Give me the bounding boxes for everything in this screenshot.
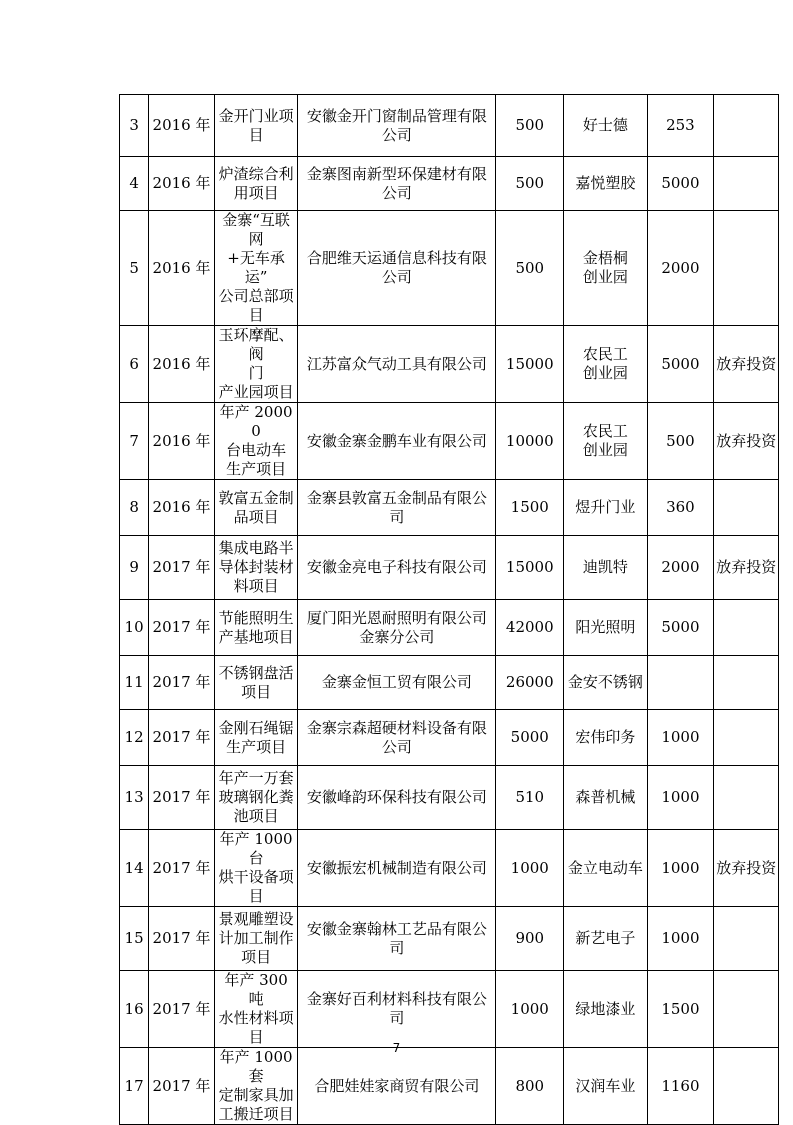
cell-project-line: 料项目 bbox=[233, 577, 279, 595]
cell-area: 5000 bbox=[647, 326, 714, 403]
table-row bbox=[120, 907, 779, 971]
cell-amount: 15000 bbox=[496, 536, 564, 600]
cell-company bbox=[298, 95, 496, 157]
cell-note bbox=[714, 600, 779, 656]
cell-location-line: 创业园 bbox=[582, 268, 628, 286]
cell-area: 5000 bbox=[647, 600, 714, 656]
cell-no: 10 bbox=[120, 600, 149, 656]
table-row bbox=[120, 1048, 779, 1125]
cell-location bbox=[564, 656, 647, 710]
cell-project-line: 目 bbox=[248, 306, 264, 324]
table-row bbox=[120, 600, 779, 656]
cell-company-line: 安徽金亮电子科技有限公司 bbox=[306, 558, 487, 576]
cell-no: 6 bbox=[120, 326, 149, 403]
table-row bbox=[120, 211, 779, 326]
cell-note: 放弃投资 bbox=[714, 403, 779, 480]
cell-project-line: 产业园项目 bbox=[218, 383, 294, 401]
cell-project-line: 年产 1000 套 bbox=[219, 1048, 293, 1085]
cell-company-line: 金寨分公司 bbox=[359, 627, 435, 646]
cell-company bbox=[298, 403, 496, 480]
cell-company-line: 公司 bbox=[381, 268, 412, 286]
cell-project bbox=[214, 403, 297, 480]
cell-location-line: 新艺电子 bbox=[575, 929, 636, 947]
cell-area: 1500 bbox=[647, 971, 714, 1048]
table-row bbox=[120, 403, 779, 480]
cell-project bbox=[214, 95, 297, 157]
page-number: 7 bbox=[392, 1041, 401, 1055]
cell-no: 9 bbox=[120, 536, 149, 600]
cell-project-line: 导体封装材 bbox=[218, 558, 294, 576]
cell-year: 2016 年 bbox=[149, 95, 215, 157]
cell-project-line: 目 bbox=[248, 125, 264, 144]
cell-company-line: 金寨宗森超硬材料设备有限 bbox=[306, 718, 487, 737]
cell-area: 360 bbox=[647, 480, 714, 536]
cell-location-line: 农民工 bbox=[582, 422, 628, 440]
cell-company-line: 合肥维天运通信息科技有限 bbox=[306, 249, 487, 267]
cell-no: 13 bbox=[120, 766, 149, 830]
cell-location-line: 好士德 bbox=[582, 116, 628, 134]
cell-company-line: 司 bbox=[389, 938, 405, 957]
cell-project bbox=[214, 766, 297, 830]
cell-amount: 26000 bbox=[496, 656, 564, 710]
cell-project-line: 玻璃钢化粪 bbox=[218, 788, 294, 806]
cell-project-line: 目 bbox=[248, 1028, 264, 1046]
cell-location bbox=[564, 830, 647, 907]
table-row bbox=[120, 971, 779, 1048]
cell-year: 2017 年 bbox=[149, 1048, 215, 1125]
cell-company bbox=[298, 830, 496, 907]
cell-year: 2016 年 bbox=[149, 326, 215, 403]
cell-project-line: 金刚石绳锯 bbox=[218, 718, 294, 737]
cell-project bbox=[214, 907, 297, 971]
cell-project-line: 计加工制作 bbox=[218, 929, 294, 947]
cell-company-line: 金寨县敦富五金制品有限公 bbox=[306, 488, 487, 507]
cell-location bbox=[564, 536, 647, 600]
cell-company-line: 公司 bbox=[381, 183, 412, 202]
cell-project-line: 年产 1000 台 bbox=[219, 830, 293, 867]
cell-company-line: 合肥娃娃家商贸有限公司 bbox=[314, 1076, 480, 1095]
cell-no: 14 bbox=[120, 830, 149, 907]
cell-location bbox=[564, 403, 647, 480]
cell-company bbox=[298, 907, 496, 971]
cell-year: 2017 年 bbox=[149, 766, 215, 830]
cell-area: 2000 bbox=[647, 211, 714, 326]
cell-note bbox=[714, 211, 779, 326]
cell-company bbox=[298, 157, 496, 211]
cell-amount: 1000 bbox=[496, 971, 564, 1048]
cell-area: 500 bbox=[647, 403, 714, 480]
cell-company bbox=[298, 536, 496, 600]
cell-project-line: 集成电路半 bbox=[218, 539, 294, 557]
cell-project-line: 烘干设备项 bbox=[218, 868, 294, 886]
project-table bbox=[119, 94, 779, 1125]
cell-company-line: 公司 bbox=[381, 125, 412, 144]
cell-location bbox=[564, 1048, 647, 1125]
cell-amount: 510 bbox=[496, 766, 564, 830]
cell-location-line: 煜升门业 bbox=[575, 498, 636, 516]
cell-company-line: 安徽金开门窗制品管理有限 bbox=[306, 106, 487, 125]
cell-project-line: 池项目 bbox=[233, 807, 279, 825]
cell-company-line: 金寨金恒工贸有限公司 bbox=[321, 673, 472, 691]
cell-no: 4 bbox=[120, 157, 149, 211]
cell-project-line: 用项目 bbox=[233, 183, 279, 202]
cell-company-line: 金寨图南新型环保建材有限 bbox=[306, 164, 487, 183]
cell-company bbox=[298, 326, 496, 403]
cell-location-line: 阳光照明 bbox=[575, 618, 636, 636]
cell-project-line: 金寨“互联网 bbox=[222, 211, 290, 248]
cell-project bbox=[214, 710, 297, 766]
cell-no: 3 bbox=[120, 95, 149, 157]
cell-company-line: 公司 bbox=[381, 737, 412, 756]
cell-no: 12 bbox=[120, 710, 149, 766]
cell-year: 2017 年 bbox=[149, 907, 215, 971]
cell-project-line: 金开门业项 bbox=[218, 106, 294, 125]
cell-note bbox=[714, 95, 779, 157]
cell-project bbox=[214, 656, 297, 710]
table-row bbox=[120, 536, 779, 600]
cell-area: 1160 bbox=[647, 1048, 714, 1125]
cell-project-line: 定制家具加 bbox=[218, 1086, 294, 1104]
cell-note: 放弃投资 bbox=[714, 830, 779, 907]
cell-location-line: 嘉悦塑胶 bbox=[575, 174, 636, 192]
cell-project bbox=[214, 1048, 297, 1125]
table-row bbox=[120, 830, 779, 907]
cell-project-line: 水性材料项 bbox=[218, 1009, 294, 1027]
cell-project-line: 台电动车 bbox=[226, 441, 287, 459]
cell-location bbox=[564, 480, 647, 536]
cell-company bbox=[298, 1048, 496, 1125]
table-row bbox=[120, 95, 779, 157]
cell-company bbox=[298, 656, 496, 710]
cell-area: 2000 bbox=[647, 536, 714, 600]
cell-no: 11 bbox=[120, 656, 149, 710]
cell-location bbox=[564, 907, 647, 971]
cell-location bbox=[564, 971, 647, 1048]
cell-location-line: 金梧桐 bbox=[582, 249, 628, 267]
cell-note bbox=[714, 971, 779, 1048]
cell-location bbox=[564, 766, 647, 830]
cell-year: 2017 年 bbox=[149, 830, 215, 907]
cell-company bbox=[298, 600, 496, 656]
cell-company-line: 江苏富众气动工具有限公司 bbox=[306, 354, 487, 373]
cell-project bbox=[214, 971, 297, 1048]
cell-project-line: 年产 20000 bbox=[219, 403, 293, 440]
cell-project-line: 敦富五金制 bbox=[218, 488, 294, 507]
cell-project-line: 品项目 bbox=[233, 507, 279, 526]
cell-company bbox=[298, 480, 496, 536]
cell-company bbox=[298, 710, 496, 766]
cell-amount: 800 bbox=[496, 1048, 564, 1125]
cell-company-line: 安徽峰韵环保科技有限公司 bbox=[306, 788, 487, 806]
cell-project bbox=[214, 480, 297, 536]
cell-project-line: 生产项目 bbox=[226, 737, 287, 756]
cell-note bbox=[714, 480, 779, 536]
table-row bbox=[120, 710, 779, 766]
cell-year: 2016 年 bbox=[149, 480, 215, 536]
cell-project-line: 项目 bbox=[241, 948, 272, 966]
cell-location bbox=[564, 95, 647, 157]
cell-area: 5000 bbox=[647, 157, 714, 211]
cell-note bbox=[714, 710, 779, 766]
cell-project-line: 年产 300 吨 bbox=[224, 971, 288, 1008]
cell-project-line: 年产一万套 bbox=[218, 769, 294, 787]
table-row bbox=[120, 326, 779, 403]
cell-project-line: +无车承运” bbox=[227, 249, 285, 286]
cell-area: 1000 bbox=[647, 766, 714, 830]
cell-year: 2016 年 bbox=[149, 403, 215, 480]
cell-location bbox=[564, 326, 647, 403]
cell-year: 2017 年 bbox=[149, 656, 215, 710]
cell-amount: 500 bbox=[496, 95, 564, 157]
cell-project-line: 不锈钢盘活 bbox=[218, 663, 294, 682]
cell-project bbox=[214, 600, 297, 656]
table-row bbox=[120, 766, 779, 830]
cell-amount: 900 bbox=[496, 907, 564, 971]
cell-note bbox=[714, 656, 779, 710]
cell-no: 5 bbox=[120, 211, 149, 326]
cell-year: 2017 年 bbox=[149, 971, 215, 1048]
cell-company bbox=[298, 211, 496, 326]
cell-year: 2016 年 bbox=[149, 211, 215, 326]
cell-note bbox=[714, 1048, 779, 1125]
cell-no: 7 bbox=[120, 403, 149, 480]
cell-note bbox=[714, 907, 779, 971]
cell-project bbox=[214, 326, 297, 403]
cell-location-line: 创业园 bbox=[582, 364, 628, 382]
cell-note bbox=[714, 766, 779, 830]
cell-project-line: 工搬迁项目 bbox=[218, 1105, 294, 1123]
cell-project-line: 节能照明生 bbox=[218, 608, 294, 627]
cell-company-line: 安徽振宏机械制造有限公司 bbox=[306, 858, 487, 877]
cell-year: 2016 年 bbox=[149, 157, 215, 211]
cell-project-line: 炉渣综合利 bbox=[218, 164, 294, 183]
cell-location-line: 金安不锈钢 bbox=[567, 673, 643, 691]
cell-location-line: 创业园 bbox=[582, 441, 628, 459]
cell-project bbox=[214, 830, 297, 907]
cell-location bbox=[564, 710, 647, 766]
cell-project-line: 公司总部项 bbox=[218, 287, 294, 305]
cell-note bbox=[714, 157, 779, 211]
cell-project-line: 玉环摩配、阀 bbox=[218, 326, 294, 363]
cell-company-line: 司 bbox=[389, 507, 405, 526]
cell-area: 253 bbox=[647, 95, 714, 157]
cell-year: 2017 年 bbox=[149, 536, 215, 600]
cell-area: 1000 bbox=[647, 830, 714, 907]
cell-project-line: 目 bbox=[248, 887, 264, 905]
cell-amount: 1000 bbox=[496, 830, 564, 907]
cell-location-line: 迪凯特 bbox=[582, 558, 628, 576]
cell-area: 1000 bbox=[647, 710, 714, 766]
cell-area bbox=[647, 656, 714, 710]
cell-no: 16 bbox=[120, 971, 149, 1048]
cell-company-line: 安徽金寨翰林工艺品有限公 bbox=[306, 919, 487, 938]
cell-location bbox=[564, 157, 647, 211]
cell-location-line: 森普机械 bbox=[575, 788, 636, 806]
cell-location bbox=[564, 600, 647, 656]
cell-project bbox=[214, 157, 297, 211]
cell-amount: 5000 bbox=[496, 710, 564, 766]
cell-note: 放弃投资 bbox=[714, 536, 779, 600]
cell-amount: 10000 bbox=[496, 403, 564, 480]
cell-no: 15 bbox=[120, 907, 149, 971]
cell-no: 8 bbox=[120, 480, 149, 536]
cell-amount: 42000 bbox=[496, 600, 564, 656]
table-row bbox=[120, 480, 779, 536]
cell-project-line: 产基地项目 bbox=[218, 627, 294, 646]
cell-amount: 500 bbox=[496, 211, 564, 326]
cell-note: 放弃投资 bbox=[714, 326, 779, 403]
cell-project-line: 门 bbox=[248, 364, 264, 382]
cell-project bbox=[214, 536, 297, 600]
cell-company-line: 厦门阳光恩耐照明有限公司 bbox=[306, 608, 487, 627]
cell-area: 1000 bbox=[647, 907, 714, 971]
table-row bbox=[120, 656, 779, 710]
cell-amount: 15000 bbox=[496, 326, 564, 403]
cell-location-line: 农民工 bbox=[582, 345, 628, 363]
cell-no: 17 bbox=[120, 1048, 149, 1125]
cell-project-line: 项目 bbox=[241, 682, 272, 701]
cell-location-line: 金立电动车 bbox=[567, 858, 643, 877]
cell-year: 2017 年 bbox=[149, 600, 215, 656]
cell-company bbox=[298, 766, 496, 830]
cell-company-line: 安徽金寨金鹏车业有限公司 bbox=[306, 431, 487, 450]
cell-location bbox=[564, 211, 647, 326]
table-body bbox=[120, 95, 779, 1125]
table-row bbox=[120, 157, 779, 211]
cell-location-line: 绿地漆业 bbox=[575, 999, 636, 1018]
cell-company bbox=[298, 971, 496, 1048]
cell-company-line: 金寨好百利材料科技有限公司 bbox=[306, 990, 487, 1027]
cell-project-line: 生产项目 bbox=[226, 460, 287, 478]
cell-location-line: 汉润车业 bbox=[575, 1076, 636, 1095]
cell-year: 2017 年 bbox=[149, 710, 215, 766]
cell-amount: 500 bbox=[496, 157, 564, 211]
cell-project-line: 景观雕塑设 bbox=[218, 910, 294, 928]
cell-amount: 1500 bbox=[496, 480, 564, 536]
cell-location-line: 宏伟印务 bbox=[575, 728, 636, 746]
cell-project bbox=[214, 211, 297, 326]
